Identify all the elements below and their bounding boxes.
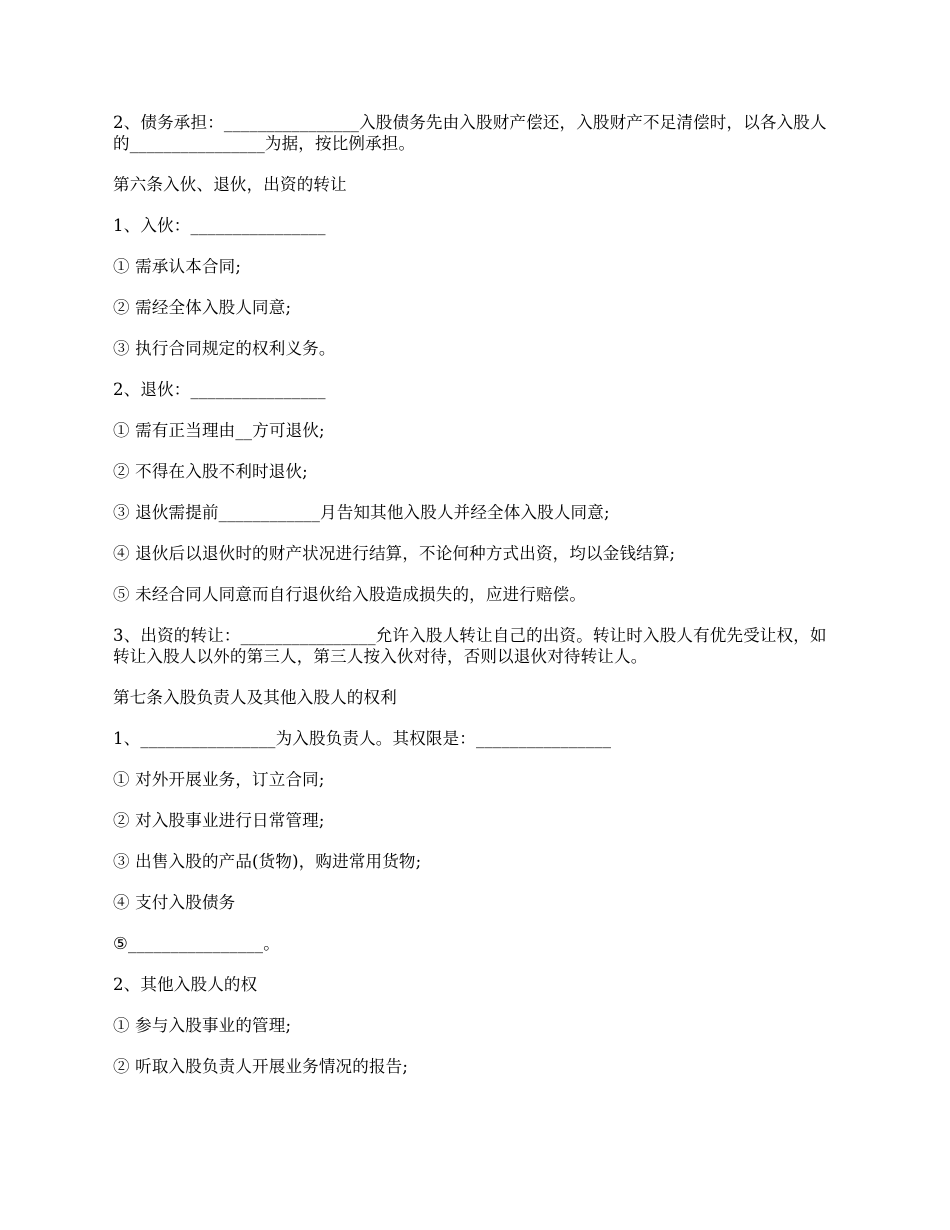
list-item: ④ 退伙后以退伙时的财产状况进行结算，不论何种方式出资，均以金钱结算; — [113, 544, 676, 563]
article-seven-heading: 第七条入股负责人及其他入股人的权利 — [113, 688, 397, 707]
list-item: ② 听取入股负责人开展业务情况的报告; — [113, 1057, 409, 1076]
list-item: ⑤ 未经合同人同意而自行退伙给入股造成损失的，应进行赔偿。 — [113, 585, 587, 604]
clause-responsible-person: 1、________________为入股负责人。其权限是：________________ — [113, 729, 612, 748]
list-item: ① 需有正当理由__方可退伙; — [113, 421, 325, 440]
list-item: ③ 退伙需提前____________月告知其他入股人并经全体入股人同意; — [113, 503, 610, 522]
list-item: ① 需承认本合同; — [113, 257, 242, 276]
clause-other-partners-rights: 2、其他入股人的权 — [113, 975, 258, 994]
list-item: ③ 出售入股的产品(货物)，购进常用货物; — [113, 852, 422, 871]
list-item: ① 对外开展业务，订立合同; — [113, 770, 325, 789]
list-item: ② 需经全体入股人同意; — [113, 298, 292, 317]
list-item: ③ 执行合同规定的权利义务。 — [113, 339, 336, 358]
document-page — [113, 112, 843, 1097]
list-item: ⑤________________。 — [113, 934, 280, 953]
article-six-heading: 第六条入伙、退伙，出资的转让 — [113, 175, 347, 194]
list-item: ④ 支付入股债务 — [113, 893, 236, 912]
clause-joining: 1、入伙：________________ — [113, 216, 326, 235]
clause-debt-bearing: 2、债务承担：________________入股债务先由入股财产偿还，入股财产不足清偿时，以各入股人的________________为据，按比例承担。 — [113, 113, 827, 153]
list-item: ① 参与入股事业的管理; — [113, 1016, 292, 1035]
clause-withdrawal: 2、退伙：________________ — [113, 380, 326, 399]
list-item: ② 不得在入股不利时退伙; — [113, 462, 308, 481]
list-item: ② 对入股事业进行日常管理; — [113, 811, 325, 830]
clause-capital-transfer: 3、出资的转让：________________允许入股人转让自己的出资。转让时入股人有优先受让权，如转让入股人以外的第三人，第三人按入伙对待，否则以退伙对待转让人。 — [113, 626, 827, 666]
